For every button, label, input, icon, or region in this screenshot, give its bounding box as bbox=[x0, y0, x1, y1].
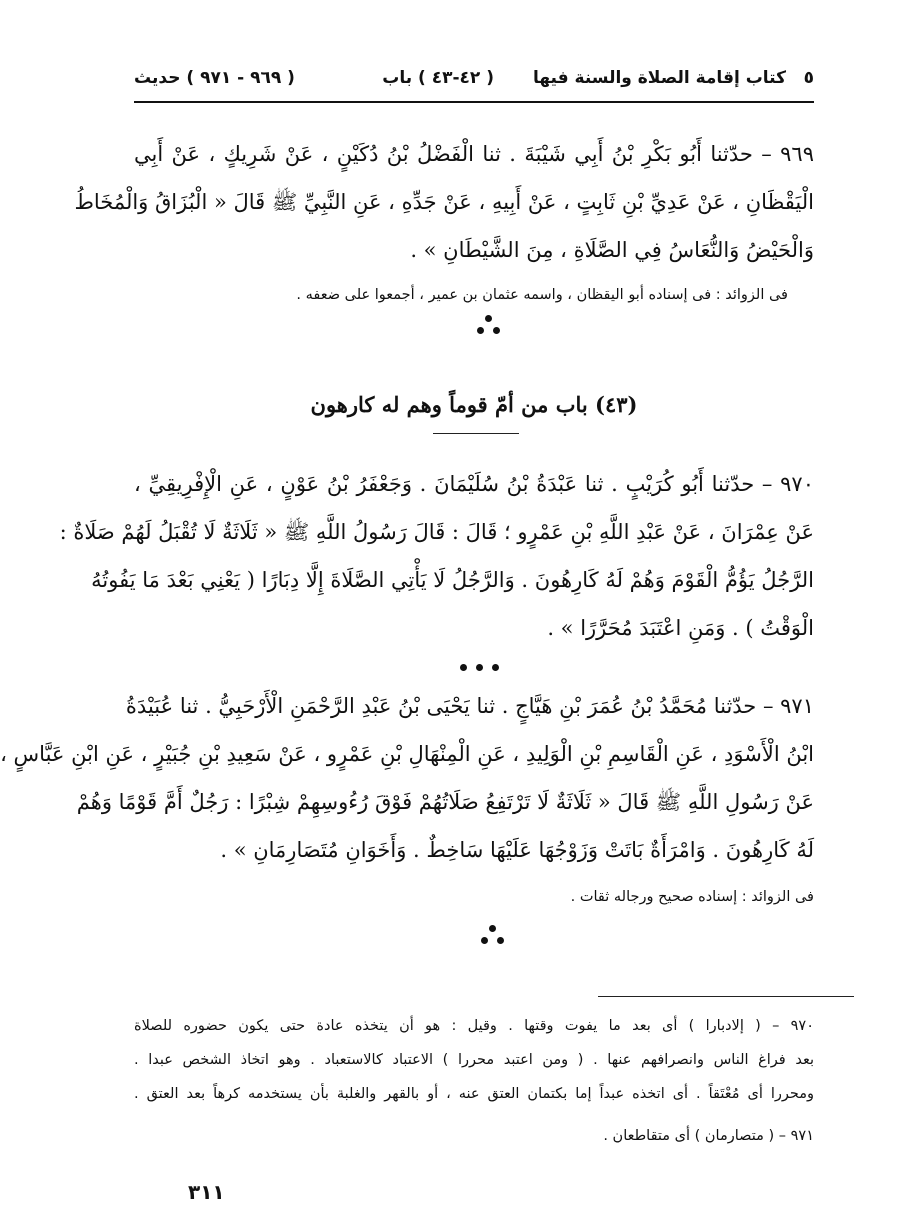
three-dot-separator bbox=[458, 658, 504, 680]
hadith-969-line-1: ٩٦٩ – حدّثنا أَبُو بَكْرِ بْنُ أَبِي شَيْبَةَ . ثنا الْفَضْلُ بْنُ دُكَيْنٍ ، عَنْ شَرِيكٍ ، عَنْ أَبِي bbox=[134, 142, 814, 166]
hadith-970-line-4: الْوَقْتُ ) . وَمَنِ اعْتَبَدَ مُحَرَّرًا » . bbox=[547, 616, 814, 640]
hadith-range: ( ٩٦٩ - ٩٧١ ) حديث bbox=[134, 68, 295, 88]
hadith-971-line-1: ٩٧١ – حدّثنا مُحَمَّدُ بْنُ عُمَرَ بْنِ هَيَّاجٍ . ثنا يَحْيَى بْنُ عَبْدِ الرَّحْمَنِ الْأَرْحَبِيُّ . ثنا عُبَيْدَةُ bbox=[125, 694, 814, 718]
hadith-971-line-2: ابْنُ الْأَسْوَدِ ، عَنِ الْقَاسِمِ بْنِ الْوَلِيدِ ، عَنِ الْمِنْهَالِ بْنِ عَمْرٍو ، عَنْ سَعِيدِ بْنِ جُبَيْرٍ ، عَنِ ابْنِ عَبَّاسٍ ، bbox=[0, 742, 814, 766]
footnote-rule bbox=[598, 996, 854, 997]
footnote-line-2: بعد فراغ الناس وانصرافهم عنها . ( ومن اعتبد محررا ) الاعتباد كالاستعباد . وهو اتخاذ الشخص عبدا . bbox=[134, 1052, 814, 1068]
running-header bbox=[134, 68, 814, 98]
hadith-969-line-3: وَالْحَيْضُ وَالنُّعَاسُ فِي الصَّلَاةِ ، مِنَ الشَّيْطَانِ » . bbox=[410, 238, 814, 262]
hadith-969-zawaid-note: فى الزوائد : فى إسناده أبو اليقظان ، واسمه عثمان بن عمير ، أجمعوا على ضعفه . bbox=[296, 287, 788, 303]
hadith-971-line-3: عَنْ رَسُولِ اللَّهِ ﷺ قَالَ « ثَلَاثَةٌ لَا تَرْتَفِعُ صَلَاتُهُمْ فَوْقَ رُءُوسِهِمْ شِبْرًا : رَجُلٌ أَمَّ قَوْمًا وَهُمْ bbox=[76, 790, 814, 814]
footnote-line-4: ٩٧١ – ( متصارمان ) أى متقاطعان . bbox=[603, 1128, 814, 1144]
page-marker: ٥ bbox=[803, 68, 814, 88]
book-title: كتاب إقامة الصلاة والسنة فيها bbox=[532, 68, 786, 88]
footnote-line-1: ٩٧٠ – ( إلادبارا ) أى بعد ما يفوت وقتها . وقيل : هو أن يتخذه عادة حتى يكون حضوره للصلاة bbox=[134, 1018, 814, 1034]
hadith-969-line-2: الْيَقْظَانِ ، عَنْ عَدِيِّ بْنِ ثَابِتٍ ، عَنْ أَبِيهِ ، عَنْ جَدِّهِ ، عَنِ النَّبِيِّ ﷺ قَالَ « الْبُزَاقُ وَالْمُخَاطُ bbox=[74, 190, 814, 214]
three-dot-ornament bbox=[478, 925, 508, 947]
footnote-line-3: ومحررا أى مُعْتَقاً . أى اتخذه عبداً إما بكتمان العتق عنه ، أو بالقهر والغلبة بأن يستخدمه كرهاً بعد العتق . bbox=[134, 1086, 814, 1102]
three-dot-ornament bbox=[474, 315, 504, 337]
chapter-43-title: (٤٣) باب من أمّ قوماً وهم له كارهون bbox=[310, 392, 638, 417]
hadith-970-line-1: ٩٧٠ – حدّثنا أَبُو كُرَيْبٍ . ثنا عَبْدَةُ بْنُ سُلَيْمَانَ . وَجَعْفَرُ بْنُ عَوْنٍ ، عَنِ الْإِفْرِيقِيِّ ، bbox=[134, 472, 814, 496]
chapter-range: ( ٤٢-٤٣ ) باب bbox=[382, 68, 494, 88]
hadith-971-zawaid-note: فى الزوائد : إسناده صحيح ورجاله ثقات . bbox=[570, 889, 814, 905]
hadith-971-line-4: لَهُ كَارِهُونَ . وَامْرَأَةٌ بَاتَتْ وَزَوْجُهَا عَلَيْهَا سَاخِطٌ . وَأَخَوَانِ مُتَصَارِمَانِ » . bbox=[220, 838, 814, 862]
page-number: ٣١١ bbox=[188, 1180, 225, 1204]
hadith-970-line-3: الرَّجُلُ يَؤُمُّ الْقَوْمَ وَهُمْ لَهُ كَارِهُونَ . وَالرَّجُلُ لَا يَأْتِي الصَّلَاةَ إِلَّا دِبَارًا ( يَعْنِي بَعْدَ مَا يَفُوتُهُ bbox=[91, 568, 814, 592]
chapter-title-rule bbox=[433, 433, 519, 434]
header-rule bbox=[134, 101, 814, 103]
hadith-970-line-2: عَنْ عِمْرَانَ ، عَنْ عَبْدِ اللَّهِ بْنِ عَمْرٍو ؛ قَالَ : قَالَ رَسُولُ اللَّهِ ﷺ « ثَلَاثَةٌ لَا تُقْبَلُ لَهُمْ صَلَاةٌ : bbox=[59, 520, 814, 544]
